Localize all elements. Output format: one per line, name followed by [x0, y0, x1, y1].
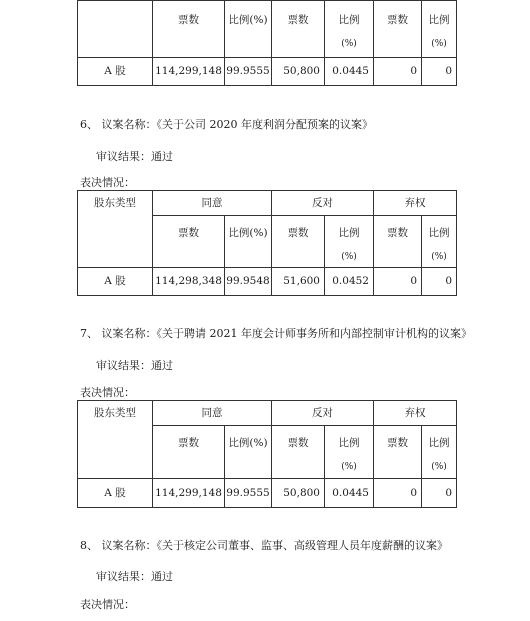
ratio-label: 比例	[428, 227, 450, 239]
vote-table-item7	[77, 400, 457, 508]
abstain-votes: 0	[374, 58, 422, 86]
row-label: A 股	[78, 58, 153, 86]
against-votes: 50,800	[272, 479, 325, 508]
header-against: 反对	[272, 401, 374, 426]
ratio-label: 比例	[338, 14, 360, 26]
col-ratio-against	[325, 216, 374, 268]
col-votes-agree: 票数	[153, 426, 225, 479]
ratio-label: 比例	[338, 227, 360, 239]
ratio-label: 比例	[428, 14, 450, 26]
col-ratio-abstain	[422, 216, 457, 268]
item6-result: 审议结果：通过	[96, 150, 173, 163]
abstain-votes: 0	[374, 268, 422, 296]
ratio-unit: (%)	[431, 461, 447, 472]
agree-votes: 114,298,348	[153, 268, 225, 296]
header-shareholder-type: 股东类型	[78, 191, 153, 268]
abstain-ratio: 0	[422, 268, 457, 296]
against-ratio: 0.0445	[325, 58, 374, 86]
ratio-unit: (%)	[341, 251, 357, 262]
vote-table-item6	[77, 190, 457, 296]
col-votes-abstain: 票数	[374, 216, 422, 268]
item7-result: 审议结果：通过	[96, 359, 173, 372]
col-ratio-against	[325, 426, 374, 479]
col-ratio-against	[325, 1, 374, 58]
row-label: A 股	[78, 479, 153, 508]
col-votes-against: 票数	[272, 216, 325, 268]
col-votes-abstain: 票数	[374, 1, 422, 58]
col-votes-against: 票数	[272, 1, 325, 58]
agree-ratio: 99.9555	[225, 479, 272, 508]
col-ratio-abstain	[422, 426, 457, 479]
against-votes: 51,600	[272, 268, 325, 296]
abstain-votes: 0	[374, 479, 422, 508]
vote-table-prev	[77, 0, 457, 86]
item7-title: 7、 议案名称：《关于聘请 2021 年度会计师事务所和内部控制审计机构的议案》	[80, 327, 472, 340]
item7-vote-label: 表决情况：	[80, 386, 135, 399]
agree-ratio: 99.9548	[225, 268, 272, 296]
against-votes: 50,800	[272, 58, 325, 86]
item6-vote-label: 表决情况：	[80, 176, 135, 189]
col-votes-abstain: 票数	[374, 426, 422, 479]
abstain-ratio: 0	[422, 58, 457, 86]
ratio-unit: (%)	[341, 461, 357, 472]
col-ratio-agree: 比例(%)	[225, 1, 272, 58]
col-ratio-agree: 比例(%)	[225, 426, 272, 479]
col-votes-against: 票数	[272, 426, 325, 479]
item8-title: 8、 议案名称：《关于核定公司董事、监事、高级管理人员年度薪酬的议案》	[80, 539, 448, 552]
col-votes-agree: 票数	[153, 1, 225, 58]
item8-vote-label: 表决情况：	[80, 598, 135, 611]
col-votes-agree: 票数	[153, 216, 225, 268]
against-ratio: 0.0445	[325, 479, 374, 508]
abstain-ratio: 0	[422, 479, 457, 508]
header-shareholder-type: 股东类型	[78, 401, 153, 479]
empty-cell	[78, 1, 153, 58]
ratio-label: 比例	[428, 437, 450, 449]
ratio-label: 比例	[338, 437, 360, 449]
against-ratio: 0.0452	[325, 268, 374, 296]
agree-votes: 114,299,148	[153, 58, 225, 86]
ratio-unit: (%)	[431, 251, 447, 262]
agree-votes: 114,299,148	[153, 479, 225, 508]
item8-result: 审议结果：通过	[96, 570, 173, 583]
col-ratio-agree: 比例(%)	[225, 216, 272, 268]
col-ratio-abstain	[422, 1, 457, 58]
agree-ratio: 99.9555	[225, 58, 272, 86]
row-label: A 股	[78, 268, 153, 296]
item6-title: 6、 议案名称：《关于公司 2020 年度利润分配预案的议案》	[80, 118, 373, 131]
header-abstain: 弃权	[374, 191, 457, 216]
ratio-unit: (%)	[341, 38, 357, 49]
header-against: 反对	[272, 191, 374, 216]
header-abstain: 弃权	[374, 401, 457, 426]
ratio-unit: (%)	[431, 38, 447, 49]
header-agree: 同意	[153, 401, 272, 426]
header-agree: 同意	[153, 191, 272, 216]
